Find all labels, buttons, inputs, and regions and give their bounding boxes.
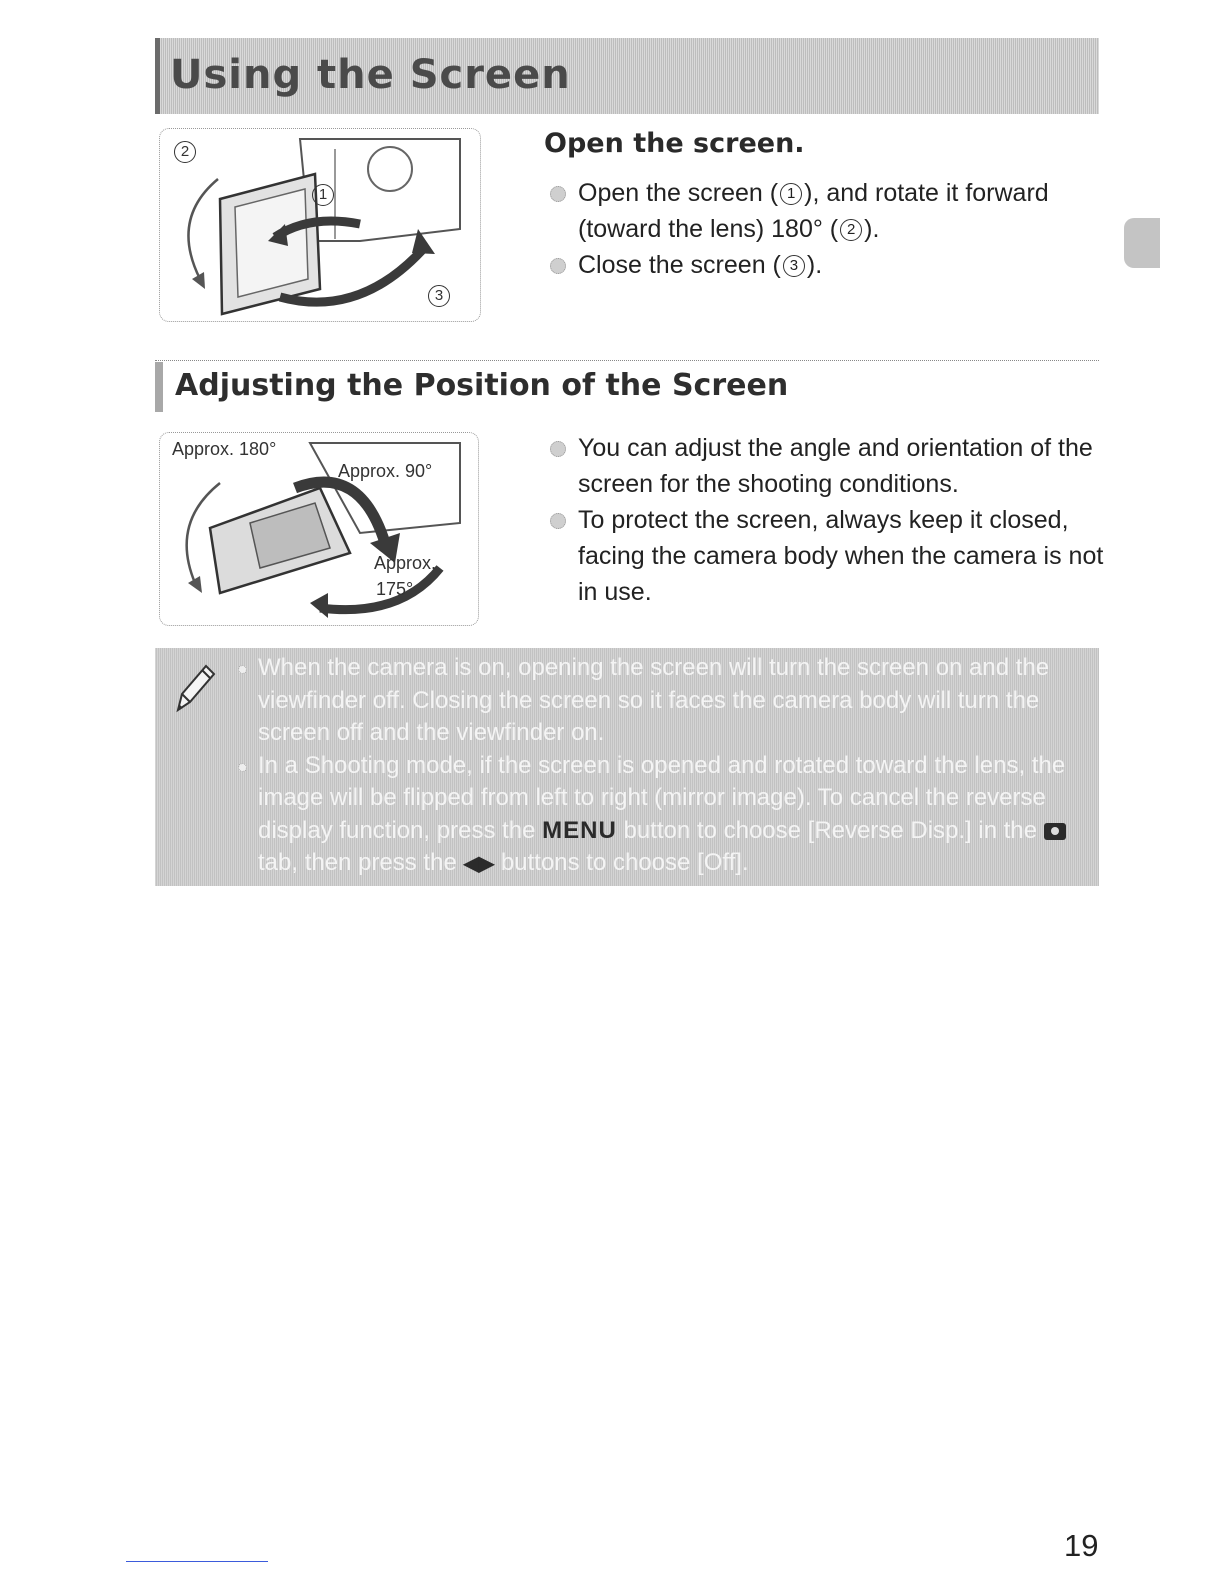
camera-tab-icon [1044,823,1066,840]
step-heading: Open the screen. [544,128,805,159]
step-bullet-1: Open the screen ( 1 ), and rotate it forward (toward the lens) 180° ( 2 ). [546,175,1106,247]
marker-1: 1 [310,184,336,207]
marker-3-inline: 3 [783,255,805,277]
left-right-arrows-icon: ◀▶ [463,853,495,875]
note-item-1: When the camera is on, opening the screen will turn the screen on and the viewfinder off. Closing the screen so it faces the camera body will turn the screen off and the viewfinder on. [232,652,1090,750]
bottom-link-underline [126,1561,268,1562]
page-number: 19 [1064,1528,1099,1563]
adjust-bullet-2: To protect the screen, always keep it closed, facing the camera body when the camera is not in use. [546,502,1106,610]
figure-adjust-screen [159,432,479,626]
label-approx-175-a: Approx. [374,553,437,573]
chapter-tab [1124,218,1160,268]
label-approx-175-b: 175° [376,579,414,599]
note-item-2: In a Shooting mode, if the screen is opened and rotated toward the lens, the image will be flipped from left to right (mirror image). To cancel the reverse display function, press the MENU button to choose [Reverse Disp.] in the tab, then press the ◀▶ buttons to choose [Off]. [232,750,1090,881]
menu-button-label: MENU [542,816,617,844]
step-bullet-2: Close the screen ( 3 ). [546,247,1106,283]
marker-2: 2 [172,141,198,164]
subsection-heading: Adjusting the Position of the Screen [175,368,789,403]
subheading-bar [155,362,163,412]
marker-1-inline: 1 [780,183,802,205]
section-divider [155,360,1099,361]
marker-2-inline: 2 [840,219,862,241]
note-list [232,652,1090,881]
section-title: Using the Screen [170,52,571,98]
marker-3: 3 [426,285,452,308]
step-bullets [546,175,1106,283]
label-approx-180: Approx. 180° [172,439,277,459]
figure-open-screen [159,128,481,322]
label-approx-90: Approx. 90° [338,461,433,481]
pencil-icon [170,660,218,723]
adjust-bullet-1: You can adjust the angle and orientation of the screen for the shooting conditions. [546,430,1106,502]
adjust-bullets [546,430,1106,610]
